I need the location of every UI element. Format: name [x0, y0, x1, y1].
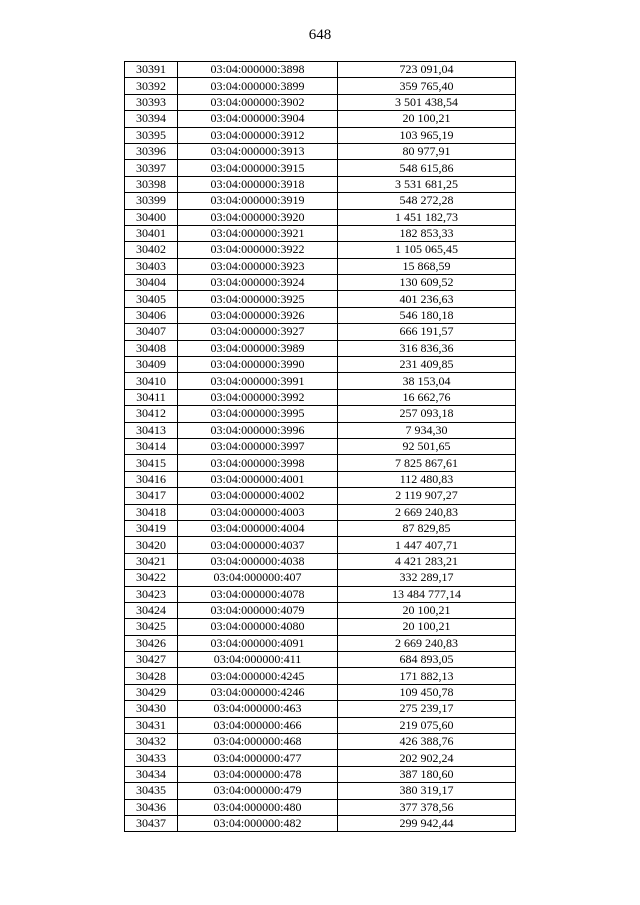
table-row: [125, 602, 516, 618]
cadastral-number-cell: 03:04:000000:3921: [178, 225, 338, 241]
cadastral-number-cell: 03:04:000000:3915: [178, 160, 338, 176]
row-number-cell: 30394: [125, 111, 178, 127]
cadastral-number-cell: 03:04:000000:4080: [178, 619, 338, 635]
row-number-cell: 30424: [125, 602, 178, 618]
table-row: [125, 225, 516, 241]
value-cell: 3 531 681,25: [338, 176, 516, 192]
cadastral-number-cell: 03:04:000000:3989: [178, 340, 338, 356]
row-number-cell: 30425: [125, 619, 178, 635]
row-number-cell: 30415: [125, 455, 178, 471]
value-cell: 20 100,21: [338, 619, 516, 635]
value-cell: 684 893,05: [338, 652, 516, 668]
table-row: [125, 94, 516, 110]
row-number-cell: 30437: [125, 815, 178, 831]
row-number-cell: 30430: [125, 701, 178, 717]
row-number-cell: 30419: [125, 520, 178, 536]
row-number-cell: 30429: [125, 684, 178, 700]
row-number-cell: 30423: [125, 586, 178, 602]
row-number-cell: 30398: [125, 176, 178, 192]
value-cell: 316 836,36: [338, 340, 516, 356]
table-row: [125, 307, 516, 323]
table-row: [125, 520, 516, 536]
value-cell: 4 421 283,21: [338, 553, 516, 569]
value-cell: 130 609,52: [338, 275, 516, 291]
page-number: 648: [308, 27, 332, 43]
value-cell: 171 882,13: [338, 668, 516, 684]
value-cell: 87 829,85: [338, 520, 516, 536]
row-number-cell: 30409: [125, 357, 178, 373]
cadastral-number-cell: 03:04:000000:3902: [178, 94, 338, 110]
table-row: [125, 422, 516, 438]
row-number-cell: 30399: [125, 193, 178, 209]
row-number-cell: 30396: [125, 143, 178, 159]
row-number-cell: 30433: [125, 750, 178, 766]
row-number-cell: 30434: [125, 766, 178, 782]
cadastral-number-cell: 03:04:000000:480: [178, 799, 338, 815]
row-number-cell: 30417: [125, 488, 178, 504]
cadastral-number-cell: 03:04:000000:3904: [178, 111, 338, 127]
row-number-cell: 30418: [125, 504, 178, 520]
table-row: [125, 766, 516, 782]
table-row: [125, 586, 516, 602]
cadastral-number-cell: 03:04:000000:411: [178, 652, 338, 668]
value-cell: 7 934,30: [338, 422, 516, 438]
row-number-cell: 30406: [125, 307, 178, 323]
row-number-cell: 30414: [125, 438, 178, 454]
row-number-cell: 30401: [125, 225, 178, 241]
value-cell: 548 615,86: [338, 160, 516, 176]
cadastral-number-cell: 03:04:000000:3927: [178, 324, 338, 340]
value-cell: 380 319,17: [338, 783, 516, 799]
value-cell: 182 853,33: [338, 225, 516, 241]
value-cell: 16 662,76: [338, 389, 516, 405]
row-number-cell: 30397: [125, 160, 178, 176]
value-cell: 103 965,19: [338, 127, 516, 143]
row-number-cell: 30427: [125, 652, 178, 668]
table-row: [125, 717, 516, 733]
value-cell: 2 669 240,83: [338, 504, 516, 520]
table-row: [125, 340, 516, 356]
table-row: [125, 570, 516, 586]
row-number-cell: 30421: [125, 553, 178, 569]
value-cell: 92 501,65: [338, 438, 516, 454]
cadastral-number-cell: 03:04:000000:4003: [178, 504, 338, 520]
cadastral-number-cell: 03:04:000000:407: [178, 570, 338, 586]
value-cell: 377 378,56: [338, 799, 516, 815]
table-row: [125, 553, 516, 569]
row-number-cell: 30435: [125, 783, 178, 799]
row-number-cell: 30391: [125, 62, 178, 78]
table-row: [125, 799, 516, 815]
cadastral-number-cell: 03:04:000000:3912: [178, 127, 338, 143]
value-cell: 202 902,24: [338, 750, 516, 766]
table-row: [125, 815, 516, 831]
table-row: [125, 389, 516, 405]
value-cell: 112 480,83: [338, 471, 516, 487]
cadastral-number-cell: 03:04:000000:3925: [178, 291, 338, 307]
table-row: [125, 537, 516, 553]
table-row: [125, 242, 516, 258]
cadastral-number-cell: 03:04:000000:3899: [178, 78, 338, 94]
value-cell: 275 239,17: [338, 701, 516, 717]
row-number-cell: 30428: [125, 668, 178, 684]
cadastral-number-cell: 03:04:000000:4078: [178, 586, 338, 602]
cadastral-number-cell: 03:04:000000:3926: [178, 307, 338, 323]
cadastral-number-cell: 03:04:000000:3913: [178, 143, 338, 159]
table-row: [125, 455, 516, 471]
value-cell: 38 153,04: [338, 373, 516, 389]
value-cell: 80 977,91: [338, 143, 516, 159]
table-row: [125, 750, 516, 766]
cadastral-number-cell: 03:04:000000:3995: [178, 406, 338, 422]
table-row: [125, 209, 516, 225]
table-body: [125, 62, 516, 832]
cadastral-number-cell: 03:04:000000:3898: [178, 62, 338, 78]
value-cell: 359 765,40: [338, 78, 516, 94]
table-row: [125, 193, 516, 209]
cadastral-number-cell: 03:04:000000:3920: [178, 209, 338, 225]
cadastral-number-cell: 03:04:000000:478: [178, 766, 338, 782]
value-cell: 3 501 438,54: [338, 94, 516, 110]
value-cell: 332 289,17: [338, 570, 516, 586]
row-number-cell: 30410: [125, 373, 178, 389]
table-row: [125, 734, 516, 750]
value-cell: 1 105 065,45: [338, 242, 516, 258]
value-cell: 401 236,63: [338, 291, 516, 307]
value-cell: 109 450,78: [338, 684, 516, 700]
table-row: [125, 504, 516, 520]
value-cell: 548 272,28: [338, 193, 516, 209]
row-number-cell: 30403: [125, 258, 178, 274]
cadastral-number-cell: 03:04:000000:3923: [178, 258, 338, 274]
value-cell: 299 942,44: [338, 815, 516, 831]
cadastral-number-cell: 03:04:000000:477: [178, 750, 338, 766]
table-row: [125, 783, 516, 799]
cadastral-number-cell: 03:04:000000:4037: [178, 537, 338, 553]
table-row: [125, 111, 516, 127]
table-row: [125, 357, 516, 373]
cadastral-number-cell: 03:04:000000:4246: [178, 684, 338, 700]
row-number-cell: 30413: [125, 422, 178, 438]
row-number-cell: 30432: [125, 734, 178, 750]
value-cell: 546 180,18: [338, 307, 516, 323]
row-number-cell: 30420: [125, 537, 178, 553]
table-row: [125, 62, 516, 78]
table-row: [125, 78, 516, 94]
value-cell: 666 191,57: [338, 324, 516, 340]
value-cell: 7 825 867,61: [338, 455, 516, 471]
table-row: [125, 258, 516, 274]
cadastral-number-cell: 03:04:000000:479: [178, 783, 338, 799]
table-row: [125, 619, 516, 635]
value-cell: 20 100,21: [338, 111, 516, 127]
value-cell: 219 075,60: [338, 717, 516, 733]
value-cell: 231 409,85: [338, 357, 516, 373]
value-cell: 1 447 407,71: [338, 537, 516, 553]
table-row: [125, 701, 516, 717]
cadastral-number-cell: 03:04:000000:3991: [178, 373, 338, 389]
row-number-cell: 30416: [125, 471, 178, 487]
table-row: [125, 324, 516, 340]
cadastral-number-cell: 03:04:000000:4079: [178, 602, 338, 618]
value-cell: 723 091,04: [338, 62, 516, 78]
table-row: [125, 160, 516, 176]
cadastral-number-cell: 03:04:000000:4245: [178, 668, 338, 684]
value-cell: 20 100,21: [338, 602, 516, 618]
cadastral-number-cell: 03:04:000000:4002: [178, 488, 338, 504]
cadastral-number-cell: 03:04:000000:3919: [178, 193, 338, 209]
value-cell: 2 119 907,27: [338, 488, 516, 504]
row-number-cell: 30392: [125, 78, 178, 94]
table-row: [125, 471, 516, 487]
value-cell: 1 451 182,73: [338, 209, 516, 225]
cadastral-number-cell: 03:04:000000:466: [178, 717, 338, 733]
value-cell: 426 388,76: [338, 734, 516, 750]
value-cell: 257 093,18: [338, 406, 516, 422]
cadastral-number-cell: 03:04:000000:463: [178, 701, 338, 717]
table-row: [125, 635, 516, 651]
table-row: [125, 176, 516, 192]
value-cell: 2 669 240,83: [338, 635, 516, 651]
cadastral-number-cell: 03:04:000000:3997: [178, 438, 338, 454]
table-row: [125, 488, 516, 504]
data-table: [124, 61, 516, 832]
table-row: [125, 438, 516, 454]
row-number-cell: 30411: [125, 389, 178, 405]
cadastral-number-cell: 03:04:000000:3998: [178, 455, 338, 471]
row-number-cell: 30422: [125, 570, 178, 586]
table-row: [125, 275, 516, 291]
row-number-cell: 30393: [125, 94, 178, 110]
cadastral-number-cell: 03:04:000000:482: [178, 815, 338, 831]
cadastral-number-cell: 03:04:000000:3996: [178, 422, 338, 438]
table-row: [125, 373, 516, 389]
cadastral-number-cell: 03:04:000000:468: [178, 734, 338, 750]
cadastral-number-cell: 03:04:000000:3990: [178, 357, 338, 373]
table-row: [125, 291, 516, 307]
row-number-cell: 30431: [125, 717, 178, 733]
row-number-cell: 30426: [125, 635, 178, 651]
cadastral-number-cell: 03:04:000000:3992: [178, 389, 338, 405]
table-row: [125, 668, 516, 684]
cadastral-number-cell: 03:04:000000:4091: [178, 635, 338, 651]
row-number-cell: 30404: [125, 275, 178, 291]
row-number-cell: 30400: [125, 209, 178, 225]
table-row: [125, 143, 516, 159]
row-number-cell: 30436: [125, 799, 178, 815]
cadastral-number-cell: 03:04:000000:4004: [178, 520, 338, 536]
table-row: [125, 652, 516, 668]
table-row: [125, 406, 516, 422]
table-row: [125, 684, 516, 700]
row-number-cell: 30405: [125, 291, 178, 307]
row-number-cell: 30407: [125, 324, 178, 340]
cadastral-number-cell: 03:04:000000:4001: [178, 471, 338, 487]
cadastral-number-cell: 03:04:000000:3922: [178, 242, 338, 258]
table-row: [125, 127, 516, 143]
cadastral-number-cell: 03:04:000000:4038: [178, 553, 338, 569]
row-number-cell: 30412: [125, 406, 178, 422]
value-cell: 15 868,59: [338, 258, 516, 274]
row-number-cell: 30408: [125, 340, 178, 356]
row-number-cell: 30395: [125, 127, 178, 143]
cadastral-number-cell: 03:04:000000:3918: [178, 176, 338, 192]
value-cell: 13 484 777,14: [338, 586, 516, 602]
cadastral-number-cell: 03:04:000000:3924: [178, 275, 338, 291]
row-number-cell: 30402: [125, 242, 178, 258]
value-cell: 387 180,60: [338, 766, 516, 782]
